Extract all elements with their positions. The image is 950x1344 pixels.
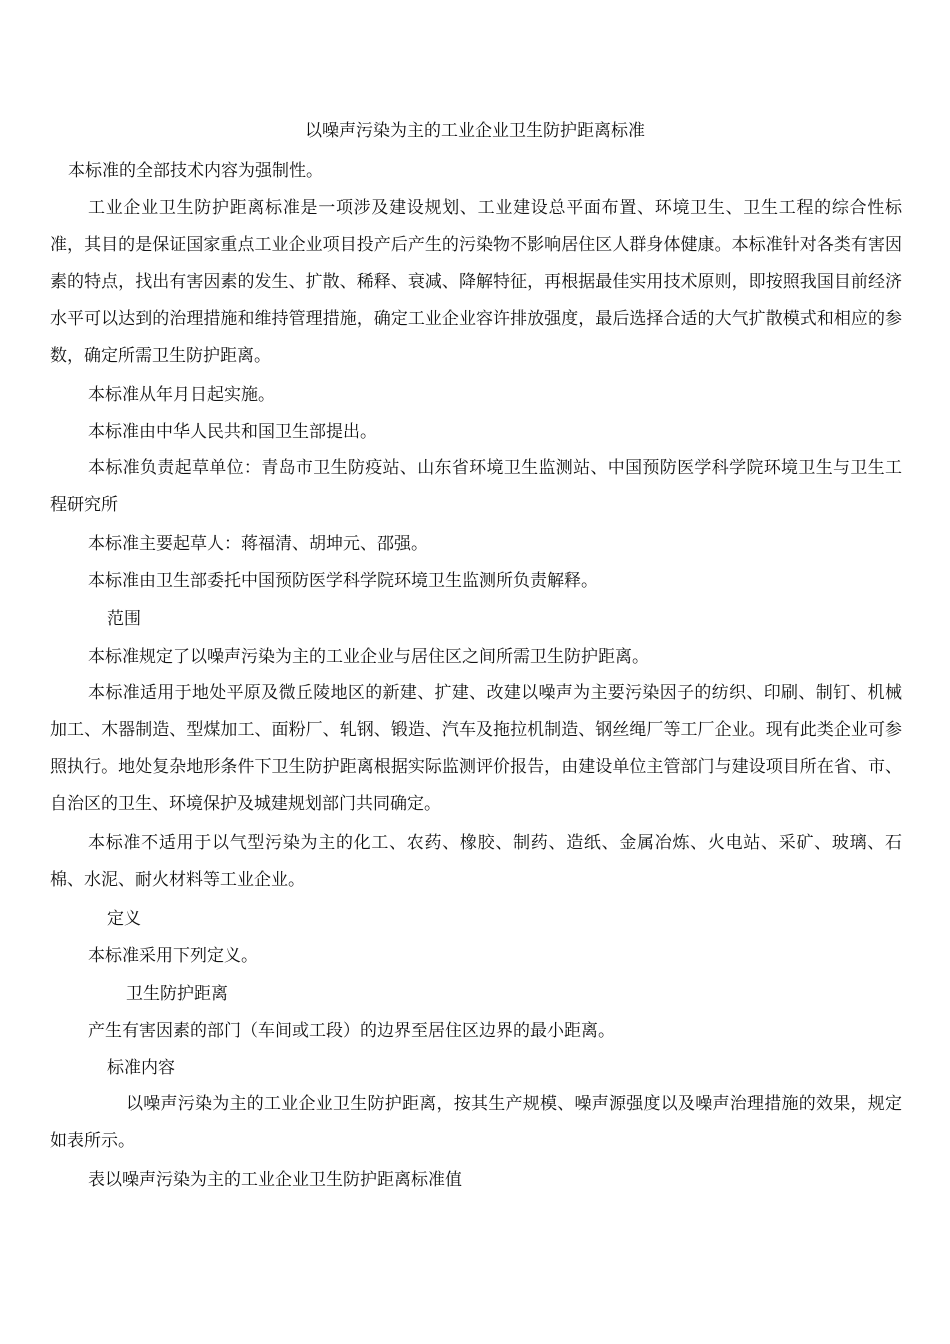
scope-paragraph-3: 本标准不适用于以气型污染为主的化工、农药、橡胶、制药、造纸、金属冶炼、火电站、采矿、玻璃、石棉、水泥、耐火材料等工业企业。 [50, 833, 902, 890]
drafting-units: 本标准负责起草单位：青岛市卫生防疫站、山东省环境卫生监测站、中国预防医学科学院环境卫生与卫生工程研究所 [50, 458, 902, 515]
drafters: 本标准主要起草人：蒋福清、胡坤元、邵强。 [88, 534, 428, 554]
mandatory-note: 本标准的全部技术内容为强制性。 [68, 161, 323, 181]
content-paragraph: 以噪声污染为主的工业企业卫生防护距离，按其生产规模、噪声源强度以及噪声治理措施的效果，规定如表所示。 [50, 1094, 902, 1151]
scope-paragraph-2: 本标准适用于地处平原及微丘陵地区的新建、扩建、改建以噪声为主要污染因子的纺织、印刷、制钉、机械加工、木器制造、型煤加工、面粉厂、轧钢、锻造、汽车及拖拉机制造、钢丝绳厂等工厂企业。现有此类企业可参照执行。地处复杂地形条件下卫生防护距离根据实际监测评价报告，由建设单位主管部门与建设项目所在省、市、自治区的卫生、环境保护及城建规划部门共同确定。 [50, 683, 902, 814]
definition-heading: 定义 [107, 909, 141, 929]
scope-heading: 范围 [107, 609, 141, 629]
effective-date: 本标准从年月日起实施。 [88, 385, 275, 405]
proposed-by: 本标准由中华人民共和国卫生部提出。 [88, 422, 377, 442]
document-title: 以噪声污染为主的工业企业卫生防护距离标准 [305, 121, 645, 141]
intro-paragraph: 工业企业卫生防护距离标准是一项涉及建设规划、工业建设总平面布置、环境卫生、卫生工程的综合性标准，其目的是保证国家重点工业企业项目投产后产生的污染物不影响居住区人群身体健康。本标准针对各类有害因素的特点，找出有害因素的发生、扩散、稀释、衰减、降解特征，再根据最佳实用技术原则，即按照我国目前经济水平可以达到的治理措施和维持管理措施，确定工业企业容许排放强度，最后选择合适的大气扩散模式和相应的参数，确定所需卫生防护距离。 [50, 198, 902, 366]
scope-paragraph-1: 本标准规定了以噪声污染为主的工业企业与居住区之间所需卫生防护距离。 [88, 647, 649, 667]
definition-intro: 本标准采用下列定义。 [88, 946, 258, 966]
term-name: 卫生防护距离 [126, 984, 228, 1004]
table-caption: 表以噪声污染为主的工业企业卫生防护距离标准值 [88, 1170, 462, 1190]
content-heading: 标准内容 [107, 1058, 175, 1078]
term-definition: 产生有害因素的部门（车间或工段）的边界至居住区边界的最小距离。 [88, 1021, 615, 1041]
interpretation: 本标准由卫生部委托中国预防医学科学院环境卫生监测所负责解释。 [88, 571, 598, 591]
